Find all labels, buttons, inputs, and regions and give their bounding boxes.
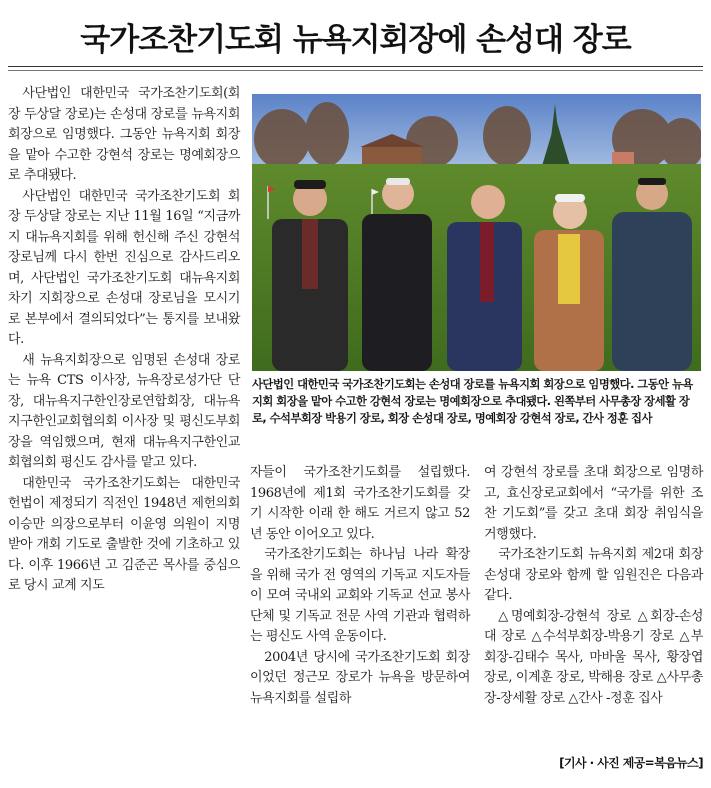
article-headline: 국가조찬기도회 뉴욕지회장에 손성대 장로: [80, 22, 631, 58]
photo-caption: 사단법인 대한민국 국가조찬기도회는 손성대 장로를 뉴욕지회 회장으로 임명했다. 그동안 뉴욕지회 회장을 맡아 수고한 강현석 장로는 명예회장으로 추대됐다. 왼쪽부터 사무총장 장세활 장로, 수석부회장 박용기 장로, 회장 손성대 장로, 명예회장 강현석 장로, 간사 정훈 집사: [252, 378, 693, 425]
paragraph: 자들이 국가조찬기도회를 설립했다. 1968년에 제1회 국가조찬기도회를 갖기 시작한 이래 한 해도 거르지 않고 52년 동안 이어오고 있다.: [250, 465, 470, 542]
article-column-1: [8, 84, 240, 597]
article-photo: [252, 94, 701, 371]
paragraph: 사단법인 대한민국 국가조찬기도회(회장 두상달 장로)는 손성대 장로를 뉴욕지회 회장으로 임명했다. 그동안 뉴욕지회 회장을 맡아 수고한 강현석 장로는 명예회장으로 추대됐다.: [8, 86, 240, 183]
article-column-3: [484, 463, 703, 709]
paragraph: 국가조찬기도회는 하나님 나라 확장을 위해 국가 전 영역의 기독교 지도자들이 모여 국내외 교회와 기독교 선교 봉사 단체 및 기독교 전문 사역 기관과 협력하는 평신도 사역 운동이다.: [250, 547, 470, 644]
paragraph: △명예회장-강현석 장로 △회장-손성대 장로 △수석부회장-박용기 장로 △부회장-김태수 목사, 마바울 목사, 황장엽 장로, 이계훈 장로, 박해용 장로 △사무총장-장세활 장로 △간사 -정훈 집사: [484, 608, 703, 706]
article-column-2: [250, 463, 470, 709]
paragraph: 사단법인 대한민국 국가조찬기도회 회장 두상달 장로는 지난 11월 16일 “지금까지 대뉴욕지회를 위해 헌신해 주신 강현석 장로님께 다시 한번 진심으로 감사드리오며, 사단법인 국가조찬기도회 대뉴욕지회 차기 지회장으로 손성대 장로님을 모시기로 본부에서 결의되었다”는 통지를 보내왔다.: [8, 188, 240, 347]
paragraph: 대한민국 국가조찬기도회는 대한민국 헌법이 제정되기 직전인 1948년 제헌의회 이승만 의장으로부터 이윤영 의원이 지명 받아 개회 기도로 출발한 것에 기초하고 있다. 이후 1966년 고 김준곤 목사를 중심으로 당시 교계 지도: [8, 475, 240, 593]
paragraph: 여 강현석 장로를 초대 회장으로 임명하고, 효신장로교회에서 “국가를 위한 조찬 기도회”를 갖고 초대 회장 취임식을 거행했다.: [484, 465, 703, 542]
headline-rule-thin: [8, 70, 703, 71]
paragraph: 2004년 당시에 국가조찬기도회 회장이었던 정근모 장로가 뉴욕을 방문하여 뉴욕지회를 설립하: [250, 649, 470, 706]
paragraph: 국가조찬기도회 뉴욕지회 제2대 회장 손성대 장로와 함께 할 임원진은 다음과 같다.: [484, 547, 703, 603]
headline-rule: [8, 66, 703, 67]
photo-credit: [기사 · 사진 제공=복음뉴스]: [559, 756, 703, 770]
paragraph: 새 뉴욕지회장으로 임명된 손성대 장로는 뉴욕 CTS 이사장, 뉴욕장로성가단 단장, 대뉴욕지구한인장로연합회장, 대뉴욕지구한인교회협의회 이사장 및 평신도부회장을 역임했으며, 현재 대뉴욕지구한인교회협의회 평신도 감사를 맡고 있다.: [8, 352, 240, 470]
